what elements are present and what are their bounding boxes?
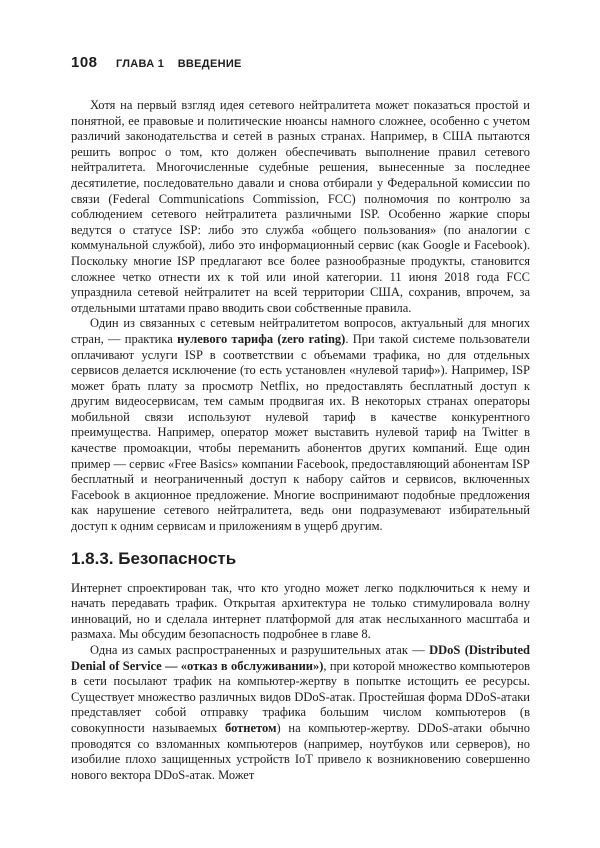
paragraph-text: Один из связанных с сетевым нейтралитетом вопросов, актуальный для многих стран, — практика [71, 316, 530, 346]
paragraph-text: Одна из самых распространенных и разрушительных атак — [90, 643, 430, 657]
chapter-label: ГЛАВА 1 [115, 58, 165, 70]
paragraph-ddos [71, 643, 530, 783]
running-header [71, 54, 242, 74]
term-ddos: DDoS (Distributed Denial of Service — «отказ в обслуживании») [71, 643, 530, 673]
paragraph-text: ) на компьютер-жертву. DDoS-атаки обычно проводятся со взломанных компьютеров (например, ноутбуков или серверов), но изобилие плохо защищенных устройств IoT привело к возникновению совершенно нового вектора DDoS-атак. Может [71, 720, 530, 782]
section-heading: 1.8.3. Безопасность [71, 548, 237, 568]
page-number: 108 [71, 54, 98, 71]
paragraph-security-intro: Интернет спроектирован так, что кто угодно может легко подключиться к нему и начать передавать трафик. Открытая архитектура не только стимулировала волну инноваций, но и сделала интернет платформой для атак неслыханного масштаба и размаха. Мы обсудим безопасность подробнее в главе 8. [71, 580, 530, 642]
paragraph-text: , при которой множество компьютеров в сети посылают трафик на компьютер-жертву в попытке истощить ее ресурсы. Существует множество различных видов DDoS-атак. Простейшая форма DDoS-атаки представляет собой отправку трафика большим числом компьютеров (в совокупности называемых [71, 658, 530, 735]
page-body [71, 98, 530, 783]
paragraph-net-neutrality-law: Хотя на первый взгляд идея сетевого нейтралитета может показаться простой и понятной, ее правовые и политические нюансы намного сложнее, особенно с учетом различий законодательства и сетей в разных странах. Например, в США пытаются решить вопрос о том, кто должен обеспечивать выполнение правил сетевого нейтралитета. Многочисленные судебные решения, вынесенные за последнее десятилетие, последовательно давали и снова отбирали у Федеральной комиссии по связи (Federal Communications Commission, FCC) полномочия по контролю за соблюдением сетевого нейтралитета различными ISP. Особенно жаркие споры ведутся о статусе ISP: либо это служба «общего пользования» (по аналогии с коммунальной службой), либо это информационный сервис (как Google и Facebook). Поскольку многие ISP предлагают все более разнообразные продукты, становится сложнее четко отнести их к той или иной категории. 11 июня 2018 года FCC упразднила сетевой нейтралитет на всей территории США, сохранив, впрочем, за отдельными штатами право вводить свои собственные правила. [71, 98, 530, 315]
term-botnet: ботнетом [224, 720, 277, 735]
term-zero-rating: нулевого тарифа (zero rating) [177, 331, 346, 346]
paragraph-zero-rating [71, 316, 530, 534]
chapter-title: ВВЕДЕНИЕ [177, 58, 242, 70]
paragraph-text: . При такой системе пользователи оплачивают услуги ISP в соответствии с объемами трафика, но для отдельных сервисов делается исключение (то есть установлен «нулевой тариф»). Например, ISP может брать плату за просмотр Netflix, но предоставлять бесплатный доступ к другим видеосервисам, тем самым продвигая их. В некоторых странах операторы мобильной связи используют нулевой тариф в качестве конкурентного преимущества. Например, оператор может выставить нулевой тариф на Twitter в качестве промоакции, чтобы переманить абонентов других компаний. Еще один пример — сервис «Free Basics» компании Facebook, предоставляющий абонентам ISP бесплатный и неограниченный доступ к набору сайтов и сервисов, включенных Facebook в акционное предложение. Многие воспринимают подобные предложения как нарушение сетевого нейтралитета, ведь они подразумевают избирательный доступ к одним сервисам и приложениям в ущерб другим. [71, 331, 530, 534]
